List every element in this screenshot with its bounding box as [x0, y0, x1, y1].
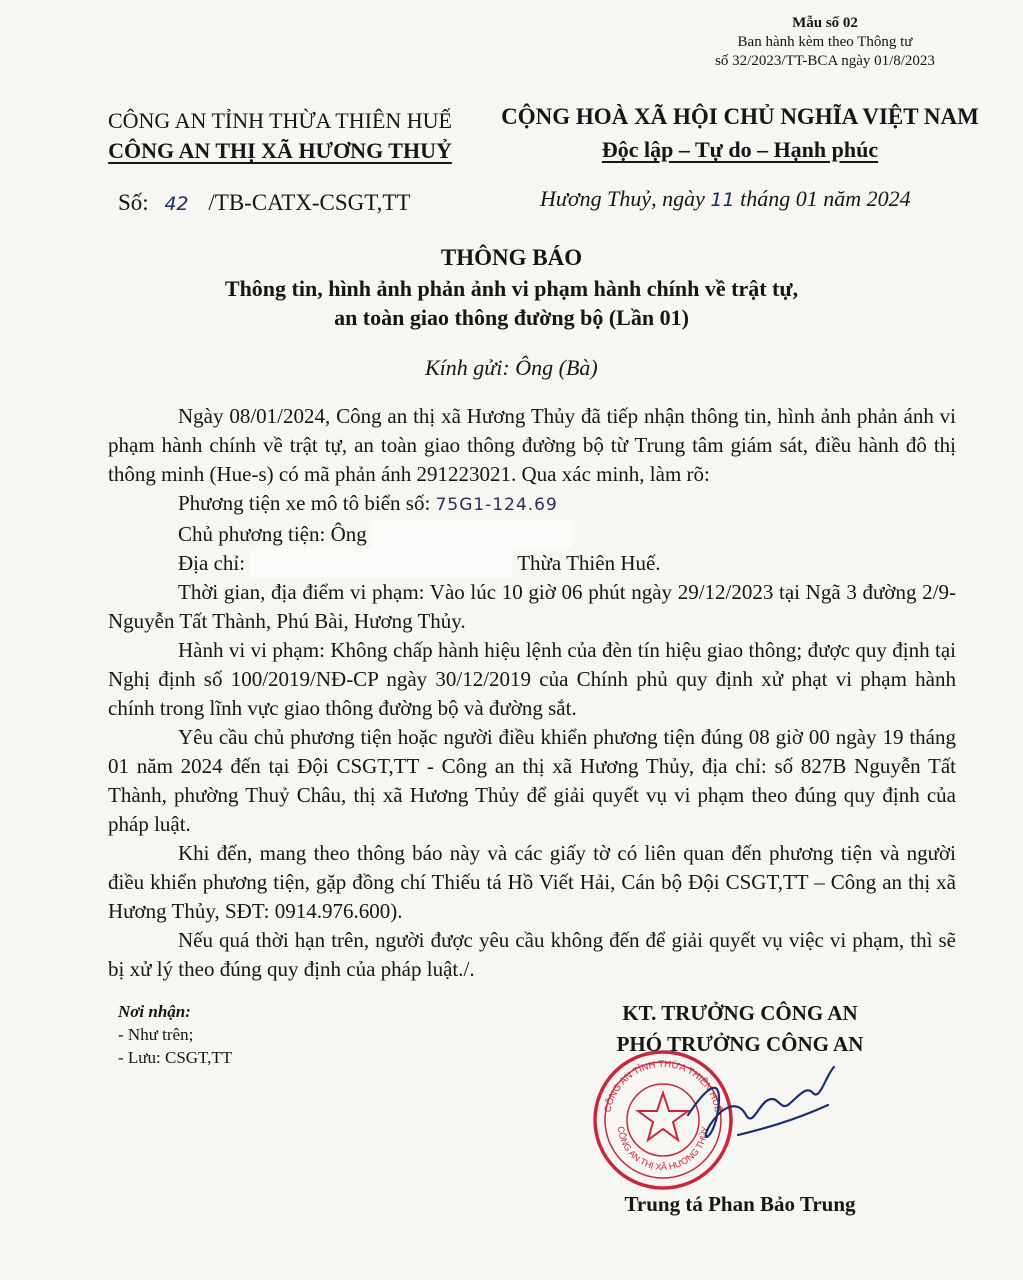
agency-parent: CÔNG AN TỈNH THỪA THIÊN HUẾ — [107, 108, 452, 133]
nation-motto: Độc lập – Tự do – Hạnh phúc — [601, 137, 879, 162]
recipient-item: - Như trên; — [118, 1025, 194, 1044]
signer-name: Trung tá Phan Bảo Trung — [624, 1192, 856, 1216]
document-title-block — [0, 243, 1023, 332]
owner-label: Chủ phương tiện: Ông — [178, 522, 367, 546]
doc-number-suffix: /TB-CATX-CSGT,TT — [208, 190, 411, 215]
address-tail: Thừa Thiên Huế. — [517, 551, 661, 575]
seal-text-top: CÔNG AN TỈNH THỪA THIÊN HUẾ — [602, 1058, 724, 1114]
agency-name: CÔNG AN THỊ XÃ HƯƠNG THUỶ — [108, 138, 452, 163]
form-reference — [690, 14, 960, 71]
doc-number-handwritten: 42 — [164, 193, 189, 215]
form-circular-line: số 32/2023/TT-BCA ngày 01/8/2023 — [715, 53, 935, 69]
request-paragraph: Yêu cầu chủ phương tiện hoặc người điều khiển phương tiện đúng 08 giờ 00 ngày 19 tháng 01 năm 2024 đến tại Đội CSGT,TT - Công an thị xã Hương Thủy, địa chỉ: số 827B Nguyễn Tất Thành, phường Thuỷ Châu, thị xã Hương Thủy để giải quyết vụ vi phạm theo đúng quy định của pháp luật. — [108, 725, 956, 836]
seal-star-icon — [638, 1093, 688, 1140]
salutation: Kính gửi: Ông (Bà) — [425, 355, 598, 380]
nation-name: CỘNG HOÀ XÃ HỘI CHỦ NGHĨA VIỆT NAM — [501, 104, 979, 129]
vehicle-line — [108, 489, 956, 520]
document-number — [118, 190, 410, 216]
place-date — [540, 186, 911, 212]
violation-paragraph: Hành vi vi phạm: Không chấp hành hiệu lệnh của đèn tín hiệu giao thông; được quy định tại Nghị định số 100/2019/NĐ-CP ngày 30/12/2019 của Chính phủ quy định xử phạt vi phạm hành chính trong lĩnh vực giao thông đường bộ và đường sắt. — [108, 638, 956, 720]
recipient-item: - Lưu: CSGT,TT — [118, 1048, 233, 1067]
document-body — [108, 402, 956, 984]
vehicle-plate-handwritten: 75G1-124.69 — [435, 495, 558, 515]
recipients — [118, 1000, 232, 1069]
date-day-handwritten: 11 — [710, 189, 735, 211]
date-after: tháng 01 năm 2024 — [740, 186, 911, 211]
warning-paragraph: Nếu quá thời hạn trên, người được yêu cầu không đến để giải quyết vụ việc vi phạm, thì sẽ bị xử lý theo đúng quy định của pháp luật./. — [108, 928, 956, 981]
seal-text-bottom: CÔNG AN THỊ XÃ HƯƠNG THỦY — [615, 1125, 711, 1173]
doc-number-prefix: Số: — [118, 190, 149, 215]
issuing-agency — [70, 106, 490, 166]
address-redacted — [250, 549, 512, 578]
form-number: Mẫu số 02 — [792, 15, 858, 31]
time-place-paragraph: Thời gian, địa điểm vi phạm: Vào lúc 10 giờ 06 phút ngày 29/12/2023 tại Ngã 3 đường 2/9- Nguyễn Tất Thành, Phú Bài, Hương Thủy. — [108, 580, 956, 633]
signature-line-2: PHÓ TRƯỞNG CÔNG AN — [616, 1032, 864, 1056]
document-subtitle-1: Thông tin, hình ảnh phản ảnh vi phạm hành chính về trật tự, — [224, 276, 799, 301]
form-issued-line: Ban hành kèm theo Thông tư — [737, 34, 913, 50]
signature-line-1: KT. TRƯỞNG CÔNG AN — [622, 1001, 858, 1025]
owner-line — [108, 520, 956, 549]
owner-redacted — [372, 520, 572, 549]
address-line — [108, 549, 956, 578]
date-before: Hương Thuỷ, ngày — [540, 186, 705, 211]
vehicle-label: Phương tiện xe mô tô biển số: — [178, 491, 431, 515]
document-subtitle-2: an toàn giao thông đường bộ (Lần 01) — [334, 305, 689, 330]
national-header — [480, 100, 1000, 166]
recipients-title: Nơi nhận: — [118, 1002, 191, 1021]
intro-paragraph: Ngày 08/01/2024, Công an thị xã Hương Thủy đã tiếp nhận thông tin, hình ảnh phản ánh vi phạm hành chính về trật tự, an toàn giao thông đường bộ từ Trung tâm giám sát, điều hành đô thị thông minh (Hue-s) có mã phản ánh 291223021. Qua xác minh, làm rõ: — [108, 404, 956, 486]
address-label: Địa chỉ: — [178, 551, 246, 575]
bring-paragraph: Khi đến, mang theo thông báo này và các giấy tờ có liên quan đến phương tiện và người điều khiển phương tiện, gặp đồng chí Thiếu tá Hồ Viết Hải, Cán bộ Đội CSGT,TT – Công an thị xã Hương Thủy, SĐT: 0914.976.600). — [108, 841, 956, 923]
document-title: THÔNG BÁO — [440, 245, 583, 270]
official-seal — [588, 1045, 878, 1195]
